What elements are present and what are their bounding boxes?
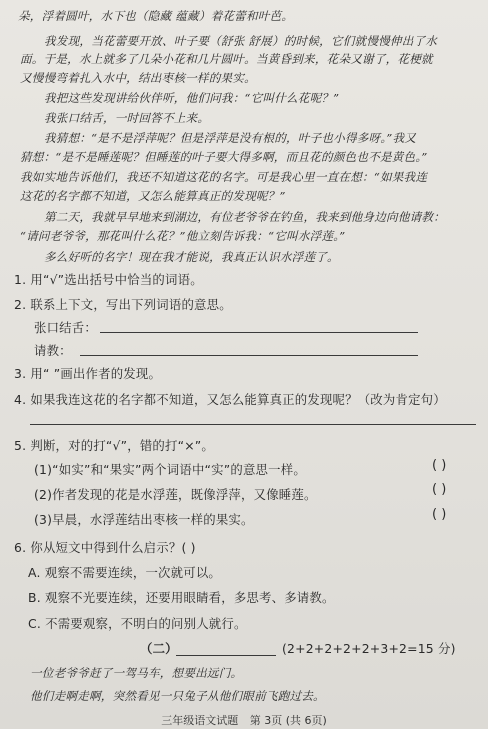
answer-line-term-2[interactable] [80, 355, 418, 356]
question-5-item: (3)早晨，水浮莲结出枣核一样的果实。 [34, 512, 254, 527]
footer-subject: 三年级语文试题 [161, 714, 239, 727]
question-5-item: (2)作者发现的花是水浮莲，既像浮萍，又像睡莲。 [34, 487, 317, 502]
question-6: 6. 你从短文中得到什么启示？( ) [14, 540, 196, 555]
question-5-item: (1)“如实”和“果实”两个词语中“实”的意思一样。 [34, 462, 306, 477]
question-2-term-2: 请教： [34, 343, 72, 358]
question-6-option: A. 观察不需要连续，一次就可以。 [28, 565, 222, 580]
answer-paren[interactable]: ( ) [432, 458, 447, 473]
footer-page-number: 第 3页 (共 6页) [249, 714, 327, 727]
passage-2-line: 他们走啊走啊，突然看见一只兔子从他们眼前飞跑过去。 [30, 689, 325, 703]
page-footer [0, 712, 488, 728]
passage-line: 多么好听的名字！现在我才能说，我真正认识水浮莲了。 [44, 250, 339, 264]
question-3: 3. 用“ ”画出作者的发现。 [14, 366, 162, 381]
question-1: 1. 用“√”选出括号中恰当的词语。 [14, 272, 203, 287]
passage-line: 我张口结舌，一时回答不上来。 [44, 111, 210, 125]
passage-line: 这花的名字都不知道，又怎么能算真正的发现呢？” [20, 189, 286, 203]
passage-line: 我把这些发现讲给伙伴听，他们问我：“它叫什么花呢？” [44, 91, 340, 105]
answer-line-q4[interactable] [30, 424, 476, 425]
answer-line-term-1[interactable] [100, 332, 418, 333]
passage-line: 我猜想：“是不是浮萍呢？但是浮萍是没有根的，叶子也小得多呀。”我又 [44, 131, 417, 145]
question-2-term-1: 张口结舌： [34, 320, 97, 335]
question-4: 4. 如果我连这花的名字都不知道，又怎么能算真正的发现呢？（改为肯定句） [14, 392, 446, 407]
passage-line: 朵，浮着圆叶，水下也（隐藏 蕴藏）着花蕾和叶芭。 [18, 9, 294, 23]
passage-line: 我如实地告诉他们，我还不知道这花的名字。可是我心里一直在想：“如果我连 [20, 170, 428, 184]
passage-line: 我发现，当花蕾要开放、叶子要（舒张 舒展）的时候，它们就慢慢伸出了水 [44, 34, 438, 48]
answer-paren[interactable]: ( ) [432, 507, 447, 522]
passage-line: 面。于是，水上就多了几朵小花和几片圆叶。当黄昏到来，花朵又谢了，花梗就 [20, 52, 433, 66]
passage-line: 猜想：“是不是睡莲呢？但睡莲的叶子要大得多啊，而且花的颜色也不是黄色。” [20, 150, 428, 164]
answer-paren[interactable]: ( ) [432, 482, 447, 497]
passage-line: 又慢慢弯着扎入水中，结出枣核一样的果实。 [20, 71, 256, 85]
section-2-label: （二） [140, 641, 178, 656]
question-5: 5. 判断，对的打“√”，错的打“×”。 [14, 438, 215, 453]
question-6-option: B. 观察不光要连续，还要用眼睛看，多思考、多请教。 [28, 590, 335, 605]
question-2: 2. 联系上下文，写出下列词语的意思。 [14, 297, 232, 312]
section-2-score: (2+2+2+2+2+3+2=15 分) [282, 641, 456, 656]
section-2-title-blank[interactable] [176, 655, 276, 656]
passage-2-line: 一位老爷爷赶了一驾马车，想要出远门。 [30, 666, 243, 680]
question-6-option: C. 不需要观察，不明白的问别人就行。 [28, 616, 247, 631]
passage-line: 第二天，我就早早地来到湖边，有位老爷爷在钓鱼，我来到他身边向他请教： [44, 210, 445, 224]
passage-line: “请问老爷爷，那花叫什么花？”他立刻告诉我：“它叫水浮莲。” [20, 229, 346, 243]
